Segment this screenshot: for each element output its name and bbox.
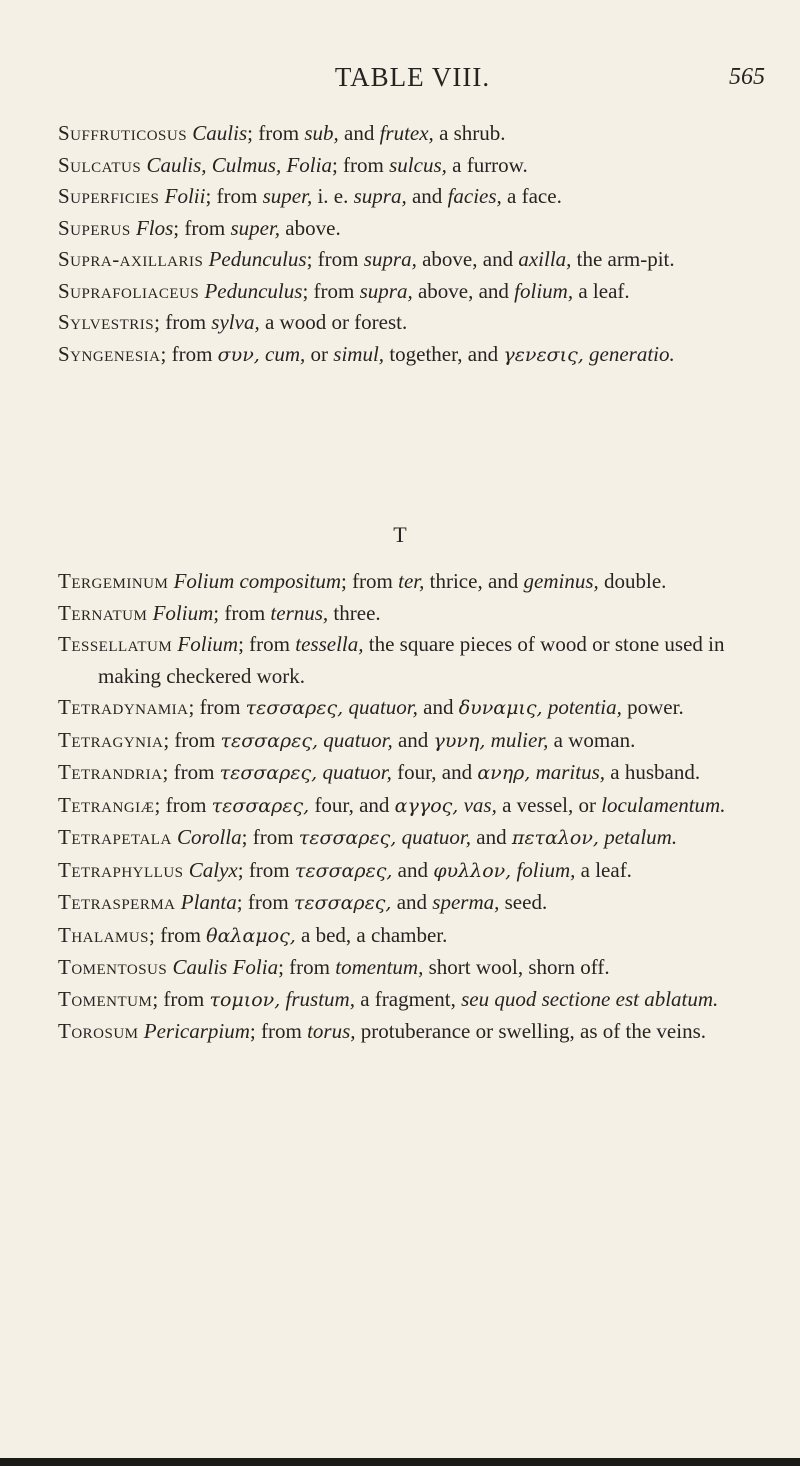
entry-term: Suprafoliaceus	[58, 278, 200, 303]
definition-text: and	[471, 825, 512, 849]
definition-text: ; from	[154, 310, 212, 334]
entry-term: Tetrasperma	[58, 890, 176, 914]
page-number: 565	[729, 64, 765, 90]
greek-term: τεσσαρες,	[220, 729, 319, 752]
latin-term: sub,	[304, 121, 339, 145]
latin-term: loculamentum.	[601, 792, 726, 817]
latin-term: quatuor,	[323, 727, 393, 752]
entry-term: Thalamus	[58, 922, 149, 947]
greek-term: τεσσαρες,	[293, 892, 392, 914]
glossary-entry	[58, 887, 778, 920]
definition-text: ; from	[188, 695, 246, 719]
definition-text: above.	[280, 215, 341, 240]
definition-text: three.	[328, 600, 381, 625]
latin-term: Caulis Folia	[172, 955, 279, 979]
entry-term: Syngenesia	[58, 341, 161, 366]
entry-term: Tomentum	[58, 986, 153, 1011]
definition-text: a husband.	[605, 760, 701, 784]
definition-text: above, and	[412, 278, 515, 303]
glossary-entry	[58, 952, 778, 984]
latin-term: Calyx	[188, 857, 238, 882]
definition-text: ; from	[173, 215, 231, 240]
entry-term: Torosum	[58, 1019, 139, 1043]
latin-term: folium,	[514, 278, 574, 303]
entry-term: Tergeminum	[58, 569, 169, 593]
definition-text: above, and	[416, 247, 519, 271]
greek-term: ανηρ,	[477, 762, 531, 784]
greek-term: τεσσαρες,	[211, 794, 310, 817]
latin-term: axilla,	[518, 247, 572, 271]
entry-term: Sulcatus	[58, 152, 142, 177]
glossary-entry	[58, 692, 778, 725]
latin-term: quatuor,	[322, 760, 392, 784]
definition-text: i. e.	[312, 184, 354, 208]
glossary-entry	[58, 855, 778, 888]
greek-term: τεσσαρες,	[294, 859, 393, 882]
entry-term: Tomentosus	[58, 955, 168, 979]
glossary-entry	[58, 566, 778, 598]
greek-term: τεσσαρες,	[245, 697, 344, 719]
definition-text: a vessel, or	[496, 792, 602, 817]
definition-text: four, and	[309, 792, 395, 817]
greek-term: δυναμις,	[458, 697, 543, 719]
latin-term: seu quod sectione est ablatum.	[461, 986, 719, 1011]
entry-term: Tetradynamia	[58, 695, 189, 719]
section-letter-heading: T	[393, 522, 407, 547]
latin-term: Folii	[164, 184, 206, 208]
greek-term: αγγος,	[394, 794, 459, 817]
latin-term: sulcus,	[389, 152, 447, 177]
latin-term: ter,	[398, 569, 425, 593]
latin-term: quatuor,	[348, 695, 418, 719]
definition-text: ; from	[247, 121, 305, 145]
definition-text: ; from	[237, 857, 295, 882]
latin-term: vas,	[463, 792, 497, 817]
latin-term: frutex,	[379, 121, 434, 145]
greek-term: τεσσαρες,	[298, 827, 397, 849]
latin-term: frustum,	[285, 986, 355, 1011]
definition-text: ; from	[236, 890, 294, 914]
latin-term: super,	[230, 215, 281, 240]
greek-term: τεσσαρες,	[219, 762, 318, 784]
entry-term: Sylvestris	[58, 310, 155, 334]
latin-term: cum,	[265, 341, 306, 366]
definition-text: and	[417, 695, 459, 719]
definition-text: and	[406, 184, 448, 208]
latin-term: geminus,	[523, 569, 599, 593]
latin-term: super,	[262, 184, 313, 208]
glossary-entry	[58, 213, 778, 245]
latin-term: simul,	[333, 341, 385, 366]
glossary-entry	[58, 181, 778, 213]
definition-text: power.	[621, 695, 684, 719]
definition-text: ; from	[306, 247, 364, 271]
definition-text: a fragment,	[354, 986, 462, 1011]
latin-term: tomentum,	[335, 955, 424, 979]
latin-term: supra,	[363, 247, 417, 271]
latin-term: Flos	[135, 215, 174, 240]
entry-term: Tessellatum	[58, 632, 173, 656]
latin-term: Corolla	[177, 825, 242, 849]
greek-term: τομιον,	[209, 988, 281, 1011]
latin-term: torus,	[307, 1019, 356, 1043]
glossary-entry	[58, 920, 778, 953]
definition-text: thrice, and	[424, 569, 524, 593]
glossary-entry	[58, 244, 778, 276]
definition-text: ; from	[331, 152, 390, 177]
glossary-entry	[58, 725, 778, 758]
greek-term: συν,	[217, 343, 260, 366]
latin-term: Folium	[177, 632, 239, 656]
entry-term: Tetrangiæ	[58, 792, 155, 817]
definition-text: ; from	[163, 727, 221, 752]
latin-term: Pedunculus	[208, 247, 307, 271]
definition-text: short wool, shorn off.	[423, 955, 610, 979]
entry-term: Tetragynia	[58, 727, 164, 752]
greek-term: γυνη,	[433, 729, 486, 752]
entry-term: Superficies	[58, 184, 160, 208]
definition-text: ; from	[238, 632, 296, 656]
definition-text: four, and	[391, 760, 478, 784]
entry-term: Suffruticosus	[58, 121, 188, 145]
definition-text: and	[392, 727, 434, 752]
latin-term: folium,	[516, 857, 576, 882]
greek-term: γενεσις,	[503, 343, 584, 366]
glossary-entry	[58, 822, 778, 855]
definition-text: ; from	[162, 760, 220, 784]
glossary-entry	[58, 1016, 778, 1048]
definition-text: together, and	[384, 341, 504, 366]
latin-term: potentia,	[547, 695, 622, 719]
definition-text: and	[391, 890, 433, 914]
definition-text: a wood or forest.	[259, 310, 408, 334]
latin-term: quatuor,	[401, 825, 471, 849]
entry-term: Tetraphyllus	[58, 857, 184, 882]
latin-term: Folium compositum	[173, 569, 341, 593]
latin-term: maritus,	[535, 760, 606, 784]
glossary-entry	[58, 757, 778, 790]
glossary-section-s	[58, 118, 778, 371]
greek-term: πεταλον,	[511, 827, 599, 849]
page-title: TABLE VIII.	[334, 62, 491, 92]
glossary-entry	[58, 307, 778, 339]
definition-text: ; from	[152, 986, 210, 1011]
definition-text: a shrub.	[433, 121, 506, 145]
latin-term: Pericarpium	[143, 1019, 250, 1043]
glossary-entry	[58, 629, 778, 692]
definition-text: ; from	[213, 600, 271, 625]
definition-text: and	[392, 857, 434, 882]
definition-text: a leaf.	[573, 278, 630, 303]
glossary-entry	[58, 339, 778, 372]
entry-term: Tetrandria	[58, 760, 163, 784]
latin-term: supra,	[359, 278, 413, 303]
glossary-section-t	[58, 566, 778, 1048]
glossary-entry	[58, 598, 778, 630]
definition-text: ; from	[205, 184, 263, 208]
definition-text: the square pieces of wood or stone used in making checkered work.	[98, 632, 725, 688]
latin-term: sperma,	[432, 890, 500, 914]
latin-term: supra,	[353, 184, 407, 208]
definition-text: a leaf.	[575, 857, 632, 882]
definition-text: ; from	[149, 922, 207, 947]
definition-text: double.	[598, 569, 667, 593]
page-bottom-edge	[0, 1458, 800, 1466]
definition-text: protuberance or swelling, as of the veins.	[355, 1019, 706, 1043]
definition-text: ; from	[249, 1019, 308, 1043]
glossary-entry	[58, 276, 778, 308]
entry-term: Supra-axillaris	[58, 247, 204, 271]
latin-term: Pedunculus	[204, 278, 303, 303]
latin-term: Planta	[180, 890, 237, 914]
definition-text: and	[338, 121, 380, 145]
greek-term: θαλαμος,	[206, 924, 296, 947]
latin-term: facies,	[447, 184, 502, 208]
definition-text: the arm-pit.	[571, 247, 675, 271]
running-header	[60, 62, 765, 102]
entry-term: Superus	[58, 215, 131, 240]
definition-text: a woman.	[548, 727, 636, 752]
definition-text: a face.	[501, 184, 562, 208]
definition-text: ; from	[160, 341, 218, 366]
latin-term: sylva,	[211, 310, 260, 334]
definition-text: seed.	[499, 890, 548, 914]
glossary-entry	[58, 118, 778, 150]
entry-term: Tetrapetala	[58, 825, 172, 849]
glossary-entry	[58, 984, 778, 1017]
definition-text: ; from	[278, 955, 336, 979]
glossary-entry	[58, 150, 778, 182]
definition-text: ; from	[302, 278, 360, 303]
latin-term: tessella,	[295, 632, 364, 656]
definition-text: or	[305, 341, 334, 366]
definition-text: ; from	[241, 825, 299, 849]
latin-term: generatio.	[589, 341, 675, 366]
latin-term: Caulis	[192, 121, 248, 145]
definition-text: ; from	[154, 792, 212, 817]
definition-text: a furrow.	[446, 152, 528, 177]
entry-term: Ternatum	[58, 600, 148, 625]
glossary-entry	[58, 790, 778, 823]
latin-term: mulier,	[490, 727, 549, 752]
latin-term: Folium	[152, 600, 214, 625]
definition-text: a bed, a chamber.	[295, 922, 448, 947]
greek-term: φυλλον,	[433, 859, 512, 882]
latin-term: ternus,	[270, 600, 329, 625]
latin-term: Caulis, Culmus, Folia	[146, 152, 332, 177]
definition-text: ; from	[340, 569, 399, 593]
latin-term: petalum.	[604, 825, 678, 849]
